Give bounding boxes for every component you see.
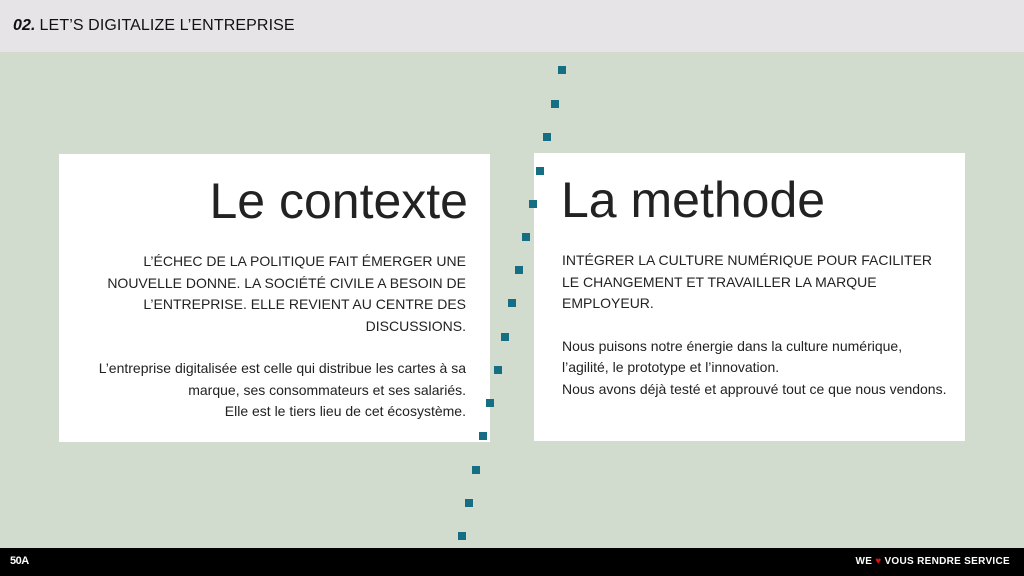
method-text <box>562 250 952 400</box>
divider-dot <box>472 466 480 474</box>
context-text <box>66 251 466 423</box>
divider-dot <box>515 266 523 274</box>
divider-dot <box>465 499 473 507</box>
method-paragraph-1: INTÉGRER LA CULTURE NUMÉRIQUE POUR FACILITER LE CHANGEMENT ET TRAVAILLER LA MARQUE EMPLOYEUR. <box>562 252 933 311</box>
slogan-we: WE <box>855 556 873 567</box>
context-heading: Le contexte <box>209 173 468 229</box>
divider-dot <box>494 366 502 374</box>
divider-dot <box>551 100 559 108</box>
brand-logo: 50A <box>10 555 29 567</box>
divider-dot <box>501 333 509 341</box>
section-number: 02. <box>13 17 36 34</box>
divider-dot <box>508 299 516 307</box>
context-paragraph-1: L’ÉCHEC DE LA POLITIQUE FAIT ÉMERGER UNE NOUVELLE DONNE. LA SOCIÉTÉ CIVILE A BESOIN DE L’ENTREPRISE. ELLE REVIENT AU CENTRE DES DISCUSSIONS. <box>107 253 466 334</box>
divider-dot <box>558 66 566 74</box>
header-bar <box>0 0 1024 52</box>
divider-dot <box>458 532 466 540</box>
footer-slogan <box>855 556 1010 567</box>
heart-icon: ♥ <box>875 556 882 567</box>
footer-bar <box>0 548 1024 576</box>
method-card <box>534 153 965 441</box>
method-paragraph-2-line-2: Nous avons déjà testé et approuvé tout ce que nous vendons. <box>562 380 947 397</box>
divider-dot <box>543 133 551 141</box>
slogan-rest: VOUS RENDRE SERVICE <box>884 556 1010 567</box>
divider-dot <box>522 233 530 241</box>
context-paragraph-2-line-2: Elle est le tiers lieu de cet écosystème. <box>224 403 466 419</box>
context-paragraph-2 <box>66 358 466 423</box>
method-heading: La methode <box>561 172 826 228</box>
context-paragraph-2-line-1: L’entreprise digitalisée est celle qui distribue les cartes à sa marque, ses consommateurs et ses salariés. <box>98 360 466 398</box>
method-paragraph-2-line-1: Nous puisons notre énergie dans la culture numérique, l’agilité, le prototype et l’innovation. <box>562 337 903 375</box>
section-title: LET’S DIGITALIZE L’ENTREPRISE <box>39 17 295 34</box>
context-card <box>59 154 490 442</box>
page-title <box>13 17 295 35</box>
method-paragraph-2 <box>562 336 952 401</box>
